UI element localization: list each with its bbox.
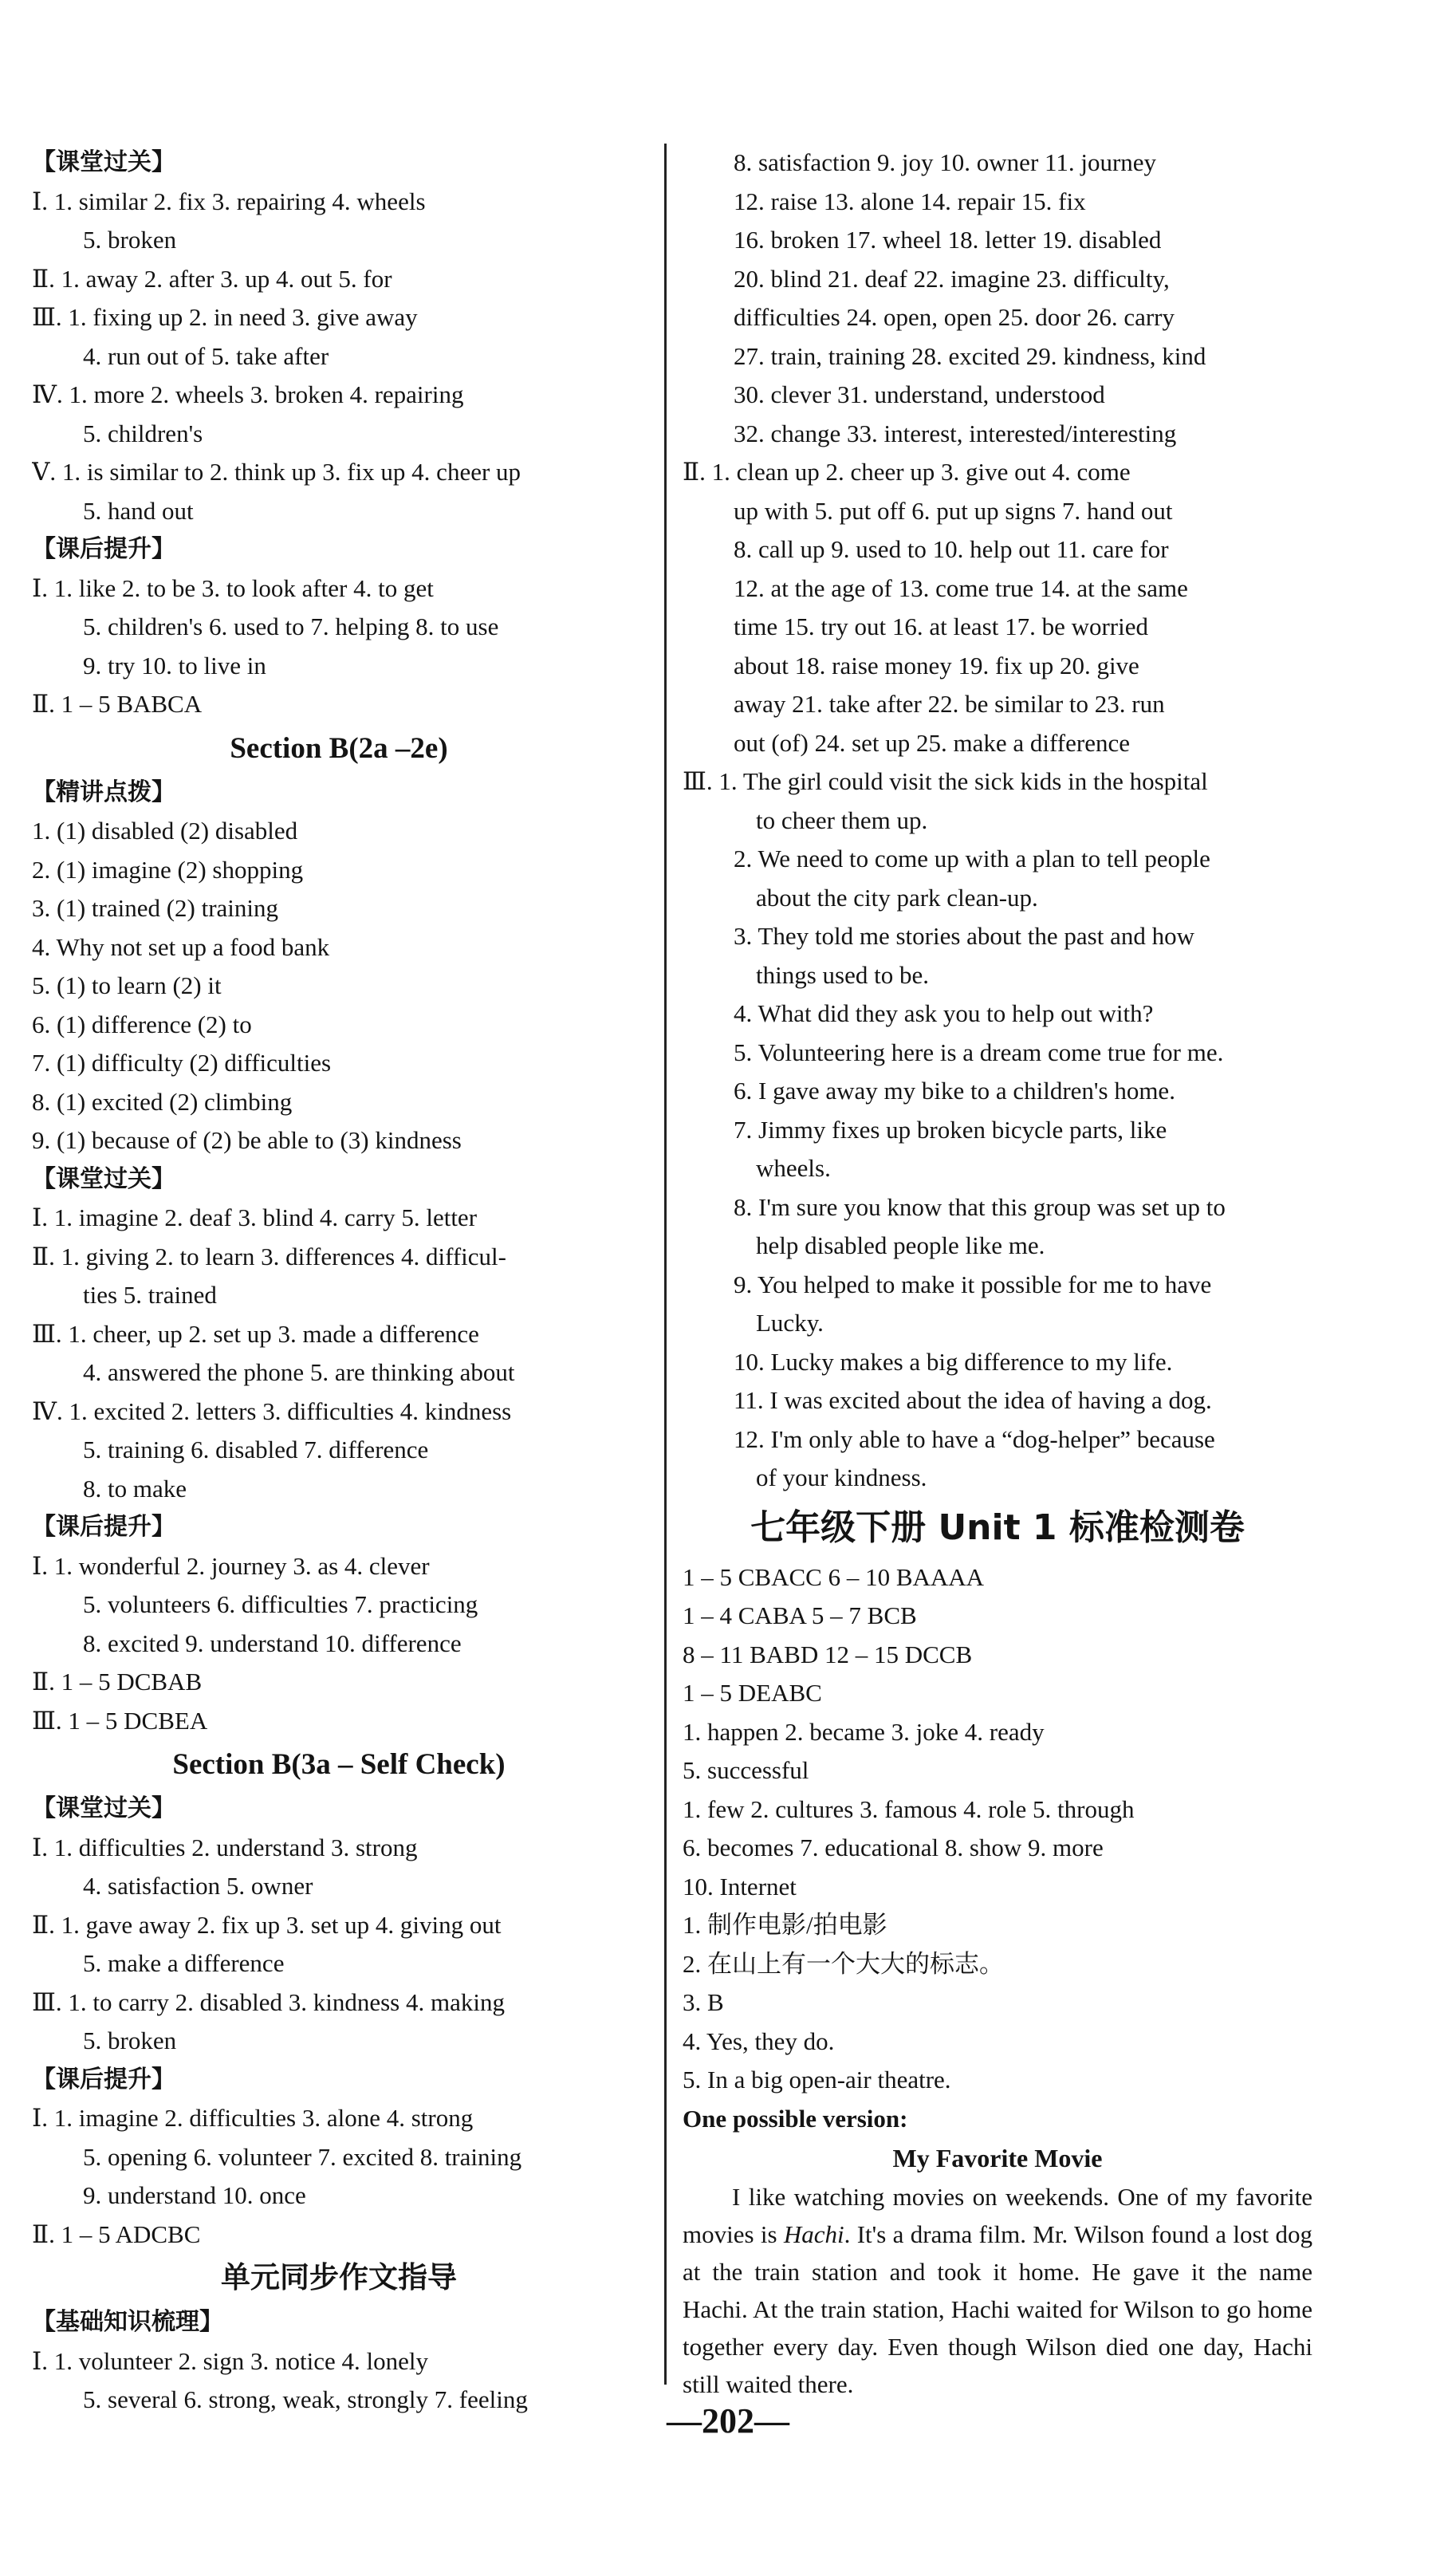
answer-line: 1 – 4 CABA 5 – 7 BCB [683, 1601, 917, 1629]
answer-line-continued: 5. children's [83, 419, 203, 447]
answer-line: Ⅲ. 1. The girl could visit the sick kids in the hospital [683, 767, 1208, 795]
answer-line: 8. (1) excited (2) climbing [32, 1087, 293, 1116]
subsection-heading: 【课堂过关】 [32, 1794, 175, 1822]
subsection-heading: 【课堂过关】 [32, 148, 175, 176]
answer-line-continued: 16. broken 17. wheel 18. letter 19. disabled [734, 226, 1162, 254]
answer-line: Ⅱ. 1. gave away 2. fix up 3. set up 4. giving out [32, 1910, 502, 1939]
answer-line: Ⅱ. 1 – 5 ADCBC [32, 2220, 201, 2248]
subsection-heading: 【课后提升】 [32, 2065, 175, 2093]
answer-line: Ⅳ. 1. excited 2. letters 3. difficulties 4. kindness [32, 1396, 512, 1425]
answer-line: Ⅰ. 1. wonderful 2. journey 3. as 4. clever [32, 1551, 430, 1580]
left-column [32, 144, 646, 2420]
answer-line-wrapped: Lucky. [756, 1309, 824, 1337]
answer-line: 2. 在山上有一个大大的标志。 [683, 1949, 1004, 1978]
answer-line: 9. (1) because of (2) be able to (3) kindness [32, 1126, 462, 1154]
answer-line-continued: 4. satisfaction 5. owner [83, 1872, 313, 1900]
essay-text-1: I like watching movies on weekends. One of my favorite movies is [683, 2183, 1312, 2248]
answer-line: 1. few 2. cultures 3. famous 4. role 5. through [683, 1794, 1135, 1823]
answer-line-continued: 12. at the age of 13. come true 14. at the same [734, 573, 1188, 602]
answer-line: 1 – 5 DEABC [683, 1679, 822, 1707]
answer-line-continued: out (of) 24. set up 25. make a difference [734, 728, 1130, 757]
answer-line: Ⅰ. 1. imagine 2. difficulties 3. alone 4. strong [32, 2104, 474, 2132]
answer-line-continued: 9. You helped to make it possible for me to have [734, 1270, 1212, 1298]
answer-line-continued: 5. volunteers 6. difficulties 7. practicing [83, 1590, 478, 1618]
answer-line-wrapped: of your kindness. [756, 1463, 927, 1491]
answer-line: Ⅰ. 1. difficulties 2. understand 3. strong [32, 1833, 418, 1861]
answer-line-continued: 5. broken [83, 2027, 177, 2054]
answer-line: 3. B [683, 1988, 724, 2016]
answer-line-continued: ties 5. trained [83, 1281, 217, 1309]
subsection-heading: 【精讲点拨】 [32, 778, 175, 806]
answer-line-continued: 2. We need to come up with a plan to tell people [734, 845, 1210, 872]
answer-line: 6. (1) difference (2) to [32, 1010, 252, 1038]
answer-line-wrapped: help disabled people like me. [756, 1231, 1045, 1259]
answer-line-continued: 5. hand out [83, 496, 194, 525]
answer-line-continued: away 21. take after 22. be similar to 23. run [734, 690, 1165, 718]
answer-line: 4. Why not set up a food bank [32, 932, 330, 961]
answer-line-continued: up with 5. put off 6. put up signs 7. hand out [734, 496, 1173, 525]
answer-line-continued: 5. several 6. strong, weak, strongly 7. feeling [83, 2385, 528, 2413]
answer-line: Ⅲ. 1. to carry 2. disabled 3. kindness 4. making [32, 1987, 505, 2016]
answer-line: Ⅱ. 1. away 2. after 3. up 4. out 5. for [32, 264, 392, 293]
essay-paragraph [683, 2178, 1312, 2403]
answer-line: Ⅱ. 1 – 5 BABCA [32, 690, 203, 718]
answer-line: Ⅲ. 1 – 5 DCBEA [32, 1706, 208, 1735]
answer-line: 1. 制作电影/拍电影 [683, 1911, 887, 1939]
answer-line-continued: 8. satisfaction 9. joy 10. owner 11. journey [734, 148, 1157, 176]
answer-line-wrapped: things used to be. [756, 960, 929, 989]
answer-line-continued: 5. broken [83, 226, 177, 254]
right-column [683, 144, 1312, 2403]
essay-title: My Favorite Movie [892, 2144, 1103, 2172]
answer-line: 1 – 5 CBACC 6 – 10 BAAAA [683, 1562, 985, 1591]
answer-line: Ⅰ. 1. similar 2. fix 3. repairing 4. wheels [32, 187, 426, 215]
answer-line: Ⅱ. 1 – 5 DCBAB [32, 1668, 203, 1696]
answer-line-wrapped: wheels. [756, 1154, 831, 1182]
subsection-heading: 【课后提升】 [32, 1513, 175, 1541]
answer-line-continued: 8. I'm sure you know that this group was set up to [734, 1192, 1226, 1221]
answer-line-continued: 5. children's 6. used to 7. helping 8. to use [83, 612, 499, 640]
answer-line-continued: 9. understand 10. once [83, 2181, 306, 2209]
answer-line: Ⅰ. 1. volunteer 2. sign 3. notice 4. lonely [32, 2346, 428, 2375]
answer-line: 5. In a big open-air theatre. [683, 2066, 951, 2093]
answer-line: Ⅴ. 1. is similar to 2. think up 3. fix up 4. cheer up [32, 458, 521, 486]
essay-movie-title: Hachi [783, 2220, 844, 2248]
answer-line-continued: 9. try 10. to live in [83, 651, 266, 679]
essay-body [683, 2178, 1312, 2403]
answer-line-continued: 4. run out of 5. take after [83, 341, 329, 370]
answer-line: Ⅰ. 1. like 2. to be 3. to look after 4. to get [32, 573, 434, 602]
section-title: Section B(2a –2e) [230, 731, 448, 765]
answer-line-wrapped: to cheer them up. [756, 805, 928, 834]
answer-line-continued: 5. training 6. disabled 7. difference [83, 1436, 429, 1463]
answer-line: 4. Yes, they do. [683, 2027, 835, 2055]
answer-line-continued: 12. raise 13. alone 14. repair 15. fix [734, 187, 1086, 215]
sample-label: One possible version: [683, 2104, 908, 2133]
right-column-answers [683, 144, 1312, 2178]
page-number: —202— [667, 2401, 789, 2440]
answer-line: Ⅲ. 1. cheer, up 2. set up 3. made a difference [32, 1319, 479, 1348]
answer-line-continued: 20. blind 21. deaf 22. imagine 23. difficulty, [734, 264, 1170, 293]
answer-line: 2. (1) imagine (2) shopping [32, 855, 304, 884]
answer-line-continued: 7. Jimmy fixes up broken bicycle parts, like [734, 1115, 1167, 1144]
answer-line: Ⅳ. 1. more 2. wheels 3. broken 4. repairing [32, 380, 464, 408]
answer-line-continued: 3. They told me stories about the past and how [734, 922, 1194, 950]
answer-line: Ⅲ. 1. fixing up 2. in need 3. give away [32, 303, 418, 331]
section-title: Section B(3a – Self Check) [172, 1748, 506, 1781]
answer-line-continued: time 15. try out 16. at least 17. be worried [734, 612, 1148, 640]
answer-line: 5. successful [683, 1756, 809, 1784]
section-title: 单元同步作文指导 [221, 2262, 457, 2294]
answer-line-continued: 4. What did they ask you to help out with? [734, 999, 1154, 1027]
answer-line-wrapped: about the city park clean-up. [756, 883, 1038, 912]
answer-line-continued: about 18. raise money 19. fix up 20. give [734, 651, 1139, 679]
answer-line-continued: 32. change 33. interest, interested/interesting [734, 419, 1177, 447]
answer-line-continued: 8. excited 9. understand 10. difference [83, 1629, 462, 1657]
subsection-heading: 【课后提升】 [32, 535, 175, 563]
answer-line-continued: 4. answered the phone 5. are thinking about [83, 1358, 515, 1386]
answer-line: 8 – 11 BABD 12 – 15 DCCB [683, 1640, 973, 1668]
answer-line-continued: 5. Volunteering here is a dream come true for me. [734, 1038, 1224, 1066]
answer-line: Ⅱ. 1. clean up 2. cheer up 3. give out 4. come [683, 458, 1131, 486]
subsection-heading: 【课堂过关】 [32, 1164, 175, 1193]
answer-line: 10. Internet [683, 1872, 797, 1900]
answer-line: Ⅱ. 1. giving 2. to learn 3. differences 4. difficul- [32, 1242, 506, 1270]
answer-line: 1. (1) disabled (2) disabled [32, 817, 298, 845]
answer-line-continued: 10. Lucky makes a big difference to my life. [734, 1347, 1173, 1376]
answer-line: 7. (1) difficulty (2) difficulties [32, 1049, 332, 1077]
answer-line-continued: 27. train, training 28. excited 29. kindness, kind [734, 341, 1206, 370]
answer-line-continued: 12. I'm only able to have a “dog-helper” because [734, 1424, 1215, 1453]
answer-line-continued: 8. to make [83, 1474, 187, 1503]
answer-line-continued: 30. clever 31. understand, understood [734, 380, 1105, 408]
answer-line: 3. (1) trained (2) training [32, 894, 279, 922]
subsection-heading: 【基础知识梳理】 [32, 2308, 223, 2336]
answer-line: 6. becomes 7. educational 8. show 9. more [683, 1834, 1104, 1861]
answer-line-continued: difficulties 24. open, open 25. door 26. carry [734, 303, 1175, 331]
answer-line-continued: 6. I gave away my bike to a children's home. [734, 1077, 1175, 1105]
answer-line: Ⅰ. 1. imagine 2. deaf 3. blind 4. carry 5. letter [32, 1203, 478, 1231]
answer-line-continued: 8. call up 9. used to 10. help out 11. care for [734, 535, 1169, 563]
answer-line-continued: 11. I was excited about the idea of having a dog. [734, 1386, 1212, 1414]
essay-text-2: . It's a drama film. Mr. Wilson found a lost dog at the train station and took it home. He gave it the name Hachi. At the train station, Hachi waited for Wilson to go home together every day. Even though Wilson died one day, Hachi still waited there. [683, 2220, 1312, 2398]
answer-line: 1. happen 2. became 3. joke 4. ready [683, 1717, 1045, 1746]
test-title: 七年级下册 Unit 1 标准检测卷 [750, 1507, 1245, 1548]
column-divider [664, 144, 667, 2385]
answer-line-continued: 5. make a difference [83, 1949, 285, 1977]
answer-line-continued: 5. opening 6. volunteer 7. excited 8. training [83, 2142, 522, 2171]
answer-line: 5. (1) to learn (2) it [32, 971, 222, 999]
